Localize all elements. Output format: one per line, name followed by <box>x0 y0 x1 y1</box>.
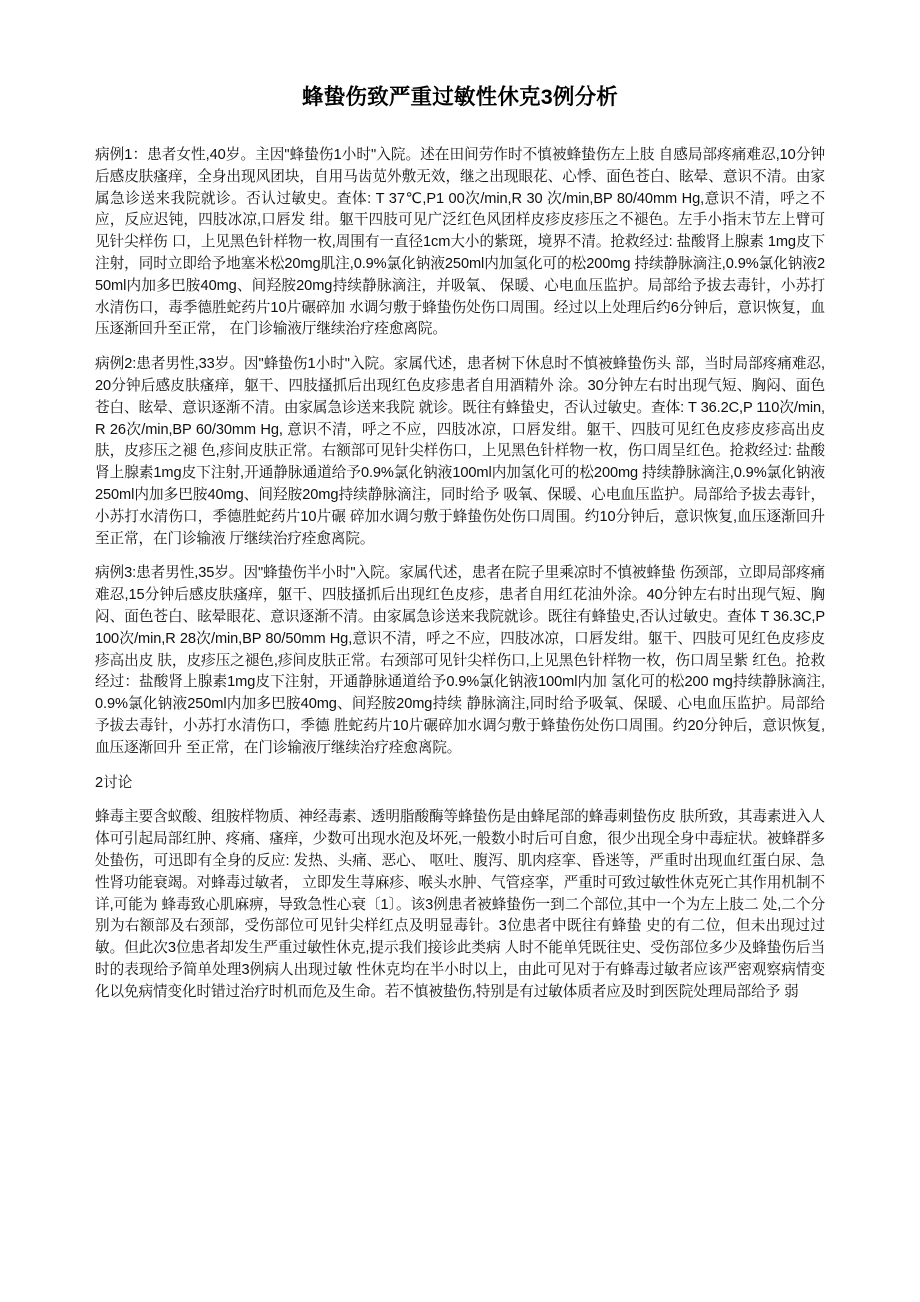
document-body <box>0 145 920 1003</box>
page-title: 蜂蛰伤致严重过敏性休克3例分析 <box>302 85 618 109</box>
case-2-paragraph: 病例2:患者男性,33岁。因"蜂蛰伤1小时"入院。家属代述，患者树下休息时不慎被蜂蛰伤头 部，当时局部疼痛难忍,20分钟后感皮肤瘙痒，躯干、四肢搔抓后出现红色皮疹患者自用酒精外 涂。30分钟左右时出现气短、胸闷、面色苍白、眩晕、意识逐渐不清。由家属急诊送来我院 就诊。既往有蜂蛰史，否认过敏史。查体: T 36.2C,P 110次/min,R 26次/min,BP 60/30mm Hg, 意识不清，呼之不应，四肢冰凉，口唇发绀。躯干、四肢可见红色皮疹皮疹高出皮肤，皮疹压之褪 色,疹间皮肤正常。右额部可见针尖样伤口，上见黑色针样物一枚，伤口周呈红色。抢救经过: 盐酸肾上腺素1mg皮下注射,开通静脉通道给予0.9%氯化钠液100ml内加氢化可的松200mg 持续静脉滴注,0.9%氯化钠液250ml内加多巴胺40mg、间羟胺20mg持续静脉滴注，同时给予 吸氧、保暖、心电血压监护。局部给予拔去毒针，小苏打水清伤口，季德胜蛇药片10片碾 碎加水调匀敷于蜂蛰伤处伤口周围。约10分钟后，意识恢复,血压逐渐回升至正常，在门诊输液 厅继续治疗痊愈离院。 <box>95 356 825 547</box>
case-3-paragraph: 病例3:患者男性,35岁。因"蜂蛰伤半小时"入院。家属代述，患者在院子里乘凉时不慎被蜂蛰 伤颈部，立即局部疼痛难忍,15分钟后感皮肤瘙痒，躯干、四肢搔抓后出现红色皮疹，患者自用红花油外涂。40分钟左右时出现气短、胸闷、面色苍白、眩晕眼花、意识逐渐不清。由家属急诊送来我院就诊。既往有蜂蛰史,否认过敏史。查体 T 36.3C,P 100次/min,R 28次/min,BP 80/50mm Hg,意识不清，呼之不应，四肢冰凉，口唇发绀。躯干、四肢可见红色皮疹皮疹高出皮 肤，皮疹压之褪色,疹间皮肤正常。右颈部可见针尖样伤口,上见黑色针样物一枚，伤口周呈紫 红色。抢救经过：盐酸肾上腺素1mg皮下注射，开通静脉通道给予0.9%氯化钠液100ml内加 氢化可的松200 mg持续静脉滴注,0.9%氯化钠液250ml内加多巴胺40mg、间羟胺20mg持续 静脉滴注,同时给予吸氧、保暖、心电血压监护。局部给予拔去毒针，小苏打水清伤口，季德 胜蛇药片10片碾碎加水调匀敷于蜂蛰伤处伤口周围。约20分钟后，意识恢复,血压逐渐回升 至正常，在门诊输液厅继续治疗痊愈离院。 <box>95 565 825 756</box>
discussion-paragraph: 蜂毒主要含蚁酸、组胺样物质、神经毒素、透明脂酸酶等蜂蛰伤是由蜂尾部的蜂毒刺蛰伤皮 肤所致，其毒素进入人体可引起局部红肿、疼痛、瘙痒，少数可出现水泡及坏死,一般数小时后可自愈，很少出现全身中毒症状。被蜂群多处蛰伤，可迅即有全身的反应: 发热、头痛、恶心、 呕吐、腹泻、肌肉痉挛、昏迷等，严重时出现血红蛋白尿、急性肾功能衰竭。对蜂毒过敏者， 立即发生荨麻疹、喉头水肿、气管痉挛，严重时可致过敏性休克死亡其作用机制不详,可能为 蜂毒致心肌麻痹，导致急性心衰〔1〕。该3例患者被蜂蛰伤一到二个部位,其中一个为左上肢二 处,二个分别为右额部及右颈部，受伤部位可见针尖样红点及明显毒针。3位患者中既往有蜂蛰 史的有二位，但未出现过过敏。但此次3位患者却发生严重过敏性休克,提示我们接诊此类病 人时不能单凭既往史、受伤部位多少及蜂蛰伤后当时的表现给予简单处理3例病人出现过敏 性休克均在半小时以上，由此可见对于有蜂毒过敏者应该严密观察病情变化以免病情变化时错过治疗时机而危及生命。若不慎被蛰伤,特别是有过敏体质者应及时到医院处理局部给予 弱 <box>95 809 825 1000</box>
discussion-heading: 2讨论 <box>95 774 133 791</box>
case-1-paragraph: 病例1：患者女性,40岁。主因"蜂蛰伤1小时"入院。述在田间劳作时不慎被蜂蛰伤左上肢 自感局部疼痛难忍,10分钟后感皮肤瘙痒，全身出现风团块，自用马齿苋外敷无效，继之出现眼花、心悸、面色苍白、眩晕、意识不清。由家属急诊送来我院就诊。否认过敏史。查体: T 37℃,P1 00次/min,R 30 次/min,BP 80/40mm Hg,意识不清，呼之不应，反应迟钝，四肢冰凉,口唇发 绀。躯干四肢可见广泛红色风团样皮疹皮疹压之不褪色。左手小指末节左上臂可见针尖样伤 口，上见黑色针样物一枚,周围有一直径1cm大小的紫斑，境界不清。抢救经过: 盐酸肾上腺素 1mg皮下注射，同时立即给予地塞米松20mg肌注,0.9%氯化钠液250ml内加氢化可的松200mg 持续静脉滴注,0.9%氯化钠液250ml内加多巴胺40mg、间羟胺20mg持续静脉滴注，并吸氧、 保暖、心电血压监护。局部给予拔去毒针，小苏打水清伤口，毒季德胜蛇药片10片碾碎加 水调匀敷于蜂蛰伤处伤口周围。经过以上处理后约6分钟后，意识恢复，血压逐渐回升至正常， 在门诊输液厅继续治疗痊愈离院。 <box>95 147 825 338</box>
